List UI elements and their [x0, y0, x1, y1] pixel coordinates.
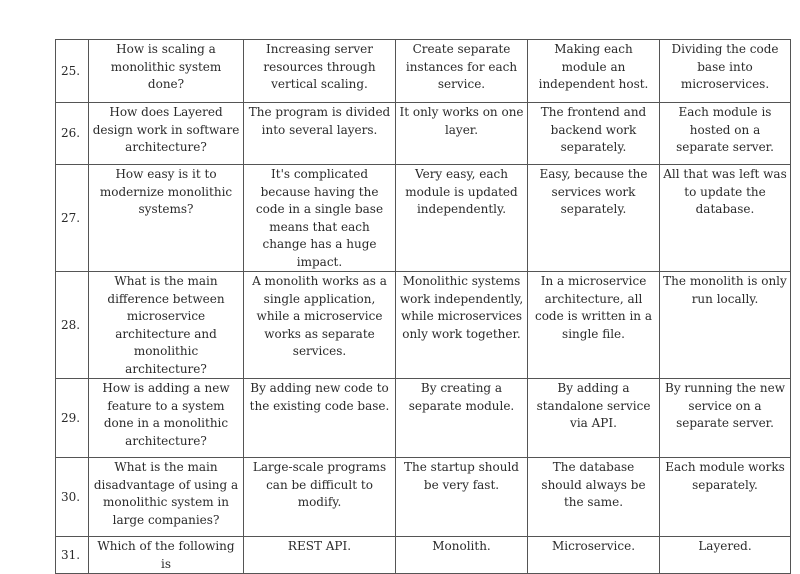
table-row: [56, 40, 791, 103]
option-c: By adding a standalone service via API.: [528, 379, 660, 458]
option-b: Create separate instances for each service.: [396, 40, 528, 103]
question-text: How easy is it to modernize monolithic systems?: [89, 165, 244, 272]
option-a: It's complicated because having the code in a single base means that each change has a huge impact.: [244, 165, 396, 272]
option-d: All that was left was to update the database.: [660, 165, 791, 272]
option-d: Dividing the code base into microservices.: [660, 40, 791, 103]
document-page: [55, 39, 790, 571]
question-text: How is scaling a monolithic system done?: [89, 40, 244, 103]
quiz-table: [55, 39, 791, 574]
question-number: 29.: [56, 379, 89, 458]
option-d: By running the new service on a separate server.: [660, 379, 791, 458]
question-text: How does Layered design work in software architecture?: [89, 103, 244, 165]
question-number: 31.: [56, 537, 89, 574]
option-d: Each module works separately.: [660, 458, 791, 537]
option-a: Increasing server resources through vertical scaling.: [244, 40, 396, 103]
option-a: REST API.: [244, 537, 396, 574]
option-b: Monolith.: [396, 537, 528, 574]
question-text: What is the main disadvantage of using a monolithic system in large companies?: [89, 458, 244, 537]
option-d: Layered.: [660, 537, 791, 574]
option-c: The frontend and backend work separately.: [528, 103, 660, 165]
table-row: [56, 165, 791, 272]
question-number: 30.: [56, 458, 89, 537]
question-number: 26.: [56, 103, 89, 165]
option-c: The database should always be the same.: [528, 458, 660, 537]
question-number: 27.: [56, 165, 89, 272]
option-a: A monolith works as a single application, while a microservice works as separate services.: [244, 272, 396, 379]
question-number: 25.: [56, 40, 89, 103]
table-row: [56, 537, 791, 574]
option-b: Monolithic systems work independently, while microservices only work together.: [396, 272, 528, 379]
option-b: Very easy, each module is updated independently.: [396, 165, 528, 272]
option-c: Microservice.: [528, 537, 660, 574]
table-row: [56, 272, 791, 379]
option-a: The program is divided into several layers.: [244, 103, 396, 165]
option-b: It only works on one layer.: [396, 103, 528, 165]
option-c: Easy, because the services work separately.: [528, 165, 660, 272]
question-number: 28.: [56, 272, 89, 379]
option-d: The monolith is only run locally.: [660, 272, 791, 379]
question-text: Which of the following is: [89, 537, 244, 574]
option-b: The startup should be very fast.: [396, 458, 528, 537]
table-row: [56, 379, 791, 458]
option-d: Each module is hosted on a separate server.: [660, 103, 791, 165]
option-a: By adding new code to the existing code base.: [244, 379, 396, 458]
option-b: By creating a separate module.: [396, 379, 528, 458]
table-row: [56, 103, 791, 165]
option-a: Large-scale programs can be difficult to modify.: [244, 458, 396, 537]
option-c: In a microservice architecture, all code is written in a single file.: [528, 272, 660, 379]
question-text: What is the main difference between microservice architecture and monolithic architecture?: [89, 272, 244, 379]
question-text: How is adding a new feature to a system done in a monolithic architecture?: [89, 379, 244, 458]
table-row: [56, 458, 791, 537]
option-c: Making each module an independent host.: [528, 40, 660, 103]
